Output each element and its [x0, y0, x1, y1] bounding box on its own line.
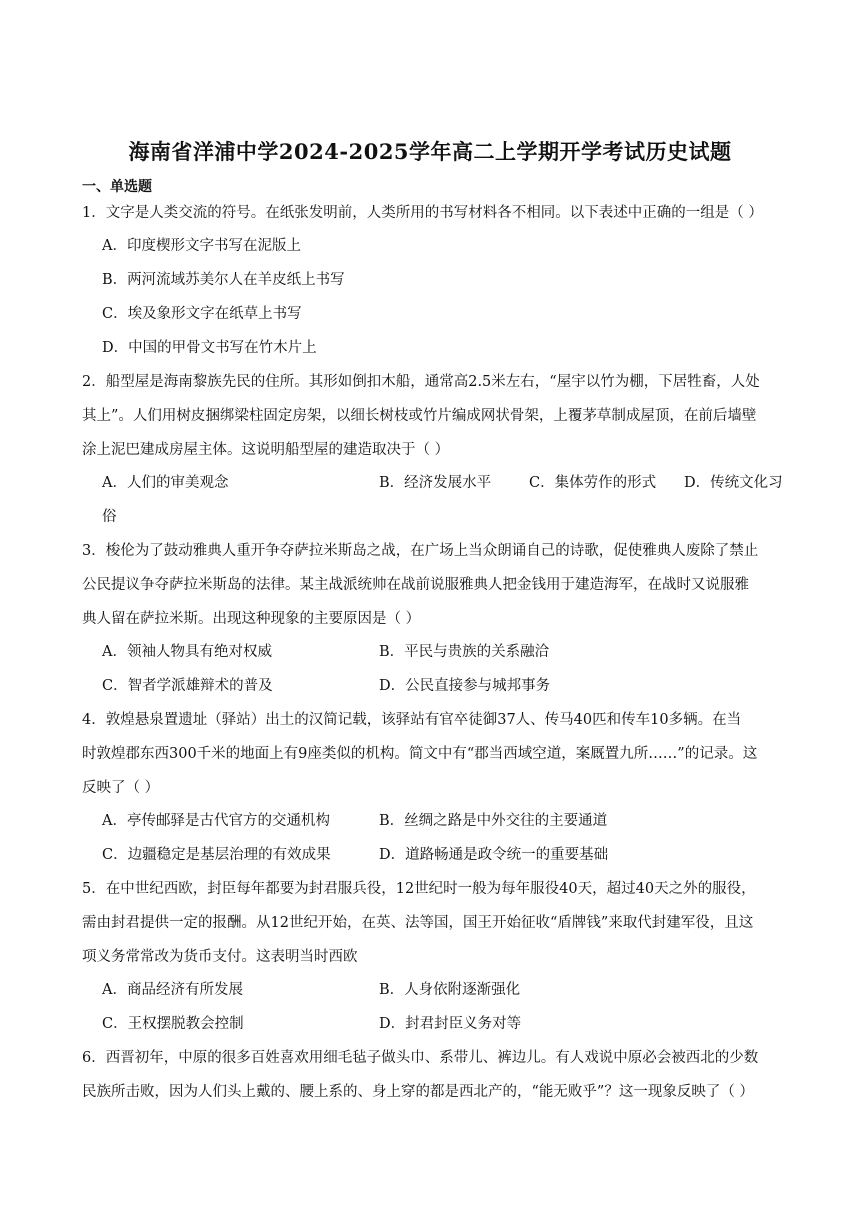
question-2-option-b[interactable]: B．经济发展水平 [379, 475, 492, 491]
question-2-stem-line-3: 涂上泥巴建成房屋主体。这说明船型屋的建造取决于（ ） [82, 442, 450, 458]
section-heading: 一、单选题 [82, 179, 152, 195]
question-4-option-c[interactable]: C．边疆稳定是基层治理的有效成果 [102, 847, 331, 863]
question-5-option-a[interactable]: A．商品经济有所发展 [102, 982, 243, 998]
question-2-option-d-wrap: 俗 [102, 509, 117, 525]
question-2-stem-line-1: 2．船型屋是海南黎族先民的住所。其形如倒扣木船，通常高2.5米左右，“屋宇以竹为棚，下居牲畜，人处 [82, 374, 760, 390]
question-5-option-c[interactable]: C．王权摆脱教会控制 [102, 1016, 244, 1032]
question-3-stem-line-3: 典人留在萨拉米斯。出现这种现象的主要原因是（ ） [82, 611, 421, 627]
question-2-option-d[interactable]: D．传统文化习 [684, 475, 783, 491]
question-3-stem-line-2: 公民提议争夺萨拉米斯岛的法律。某主战派统帅在战前说服雅典人把金钱用于建造海军，在战时又说服雅 [82, 577, 749, 593]
question-2-option-c[interactable]: C．集体劳作的形式 [529, 475, 657, 491]
question-5-option-d[interactable]: D．封君封臣义务对等 [379, 1016, 522, 1032]
question-5-stem-line-3: 项义务常常改为货币支付。这表明当时西欧 [82, 949, 358, 965]
question-3-option-d[interactable]: D．公民直接参与城邦事务 [379, 678, 551, 694]
question-4-option-b[interactable]: B．丝绸之路是中外交往的主要通道 [379, 813, 608, 829]
question-1-option-b[interactable]: B．两河流域苏美尔人在羊皮纸上书写 [102, 272, 345, 288]
question-5-option-b[interactable]: B．人身依附逐渐强化 [379, 982, 521, 998]
question-1-option-d[interactable]: D．中国的甲骨文书写在竹木片上 [102, 340, 317, 356]
question-3-option-a[interactable]: A．领袖人物具有绝对权威 [102, 644, 272, 660]
question-4-stem-line-1: 4．敦煌悬泉置遗址（驿站）出土的汉简记载，该驿站有官卒徒御37人、传马40匹和传车10多辆。在当 [82, 712, 742, 728]
question-5-stem-line-1: 5．在中世纪西欧，封臣每年都要为封君服兵役，12世纪时一般为每年服役40天，超过40天之外的服役， [82, 881, 756, 897]
question-3-stem-line-1: 3．梭伦为了鼓动雅典人重开争夺萨拉米斯岛之战，在广场上当众朗诵自己的诗歌，促使雅典人废除了禁止 [82, 543, 759, 559]
question-6-stem-line-2: 民族所击败，因为人们头上戴的、腰上系的、身上穿的都是西北产的，“能无败乎”？这一现象反映了（ ） [82, 1084, 754, 1100]
question-3-option-b[interactable]: B．平民与贵族的关系融洽 [379, 644, 550, 660]
question-4-stem-line-3: 反映了（ ） [82, 780, 160, 796]
question-6-stem-line-1: 6．西晋初年，中原的很多百姓喜欢用细毛毡子做头巾、系带儿、裤边儿。有人戏说中原必会被西北的少数 [82, 1050, 759, 1066]
question-3-option-c[interactable]: C．智者学派雄辩术的普及 [102, 678, 273, 694]
question-5-stem-line-2: 需由封君提供一定的报酬。从12世纪开始，在英、法等国，国王开始征收“盾牌钱”来取代封建军役，且这 [82, 915, 754, 931]
question-1-option-c[interactable]: C．埃及象形文字在纸草上书写 [102, 306, 302, 322]
question-2-option-a[interactable]: A．人们的审美观念 [102, 475, 229, 491]
question-4-stem-line-2: 时敦煌郡东西300千米的地面上有9座类似的机构。简文中有“郡当西域空道，案厩置九所……”的记录。这 [82, 746, 758, 762]
question-2-stem-line-2: 其上”。人们用树皮捆绑梁柱固定房架，以细长树枝或竹片编成网状骨架，上覆茅草制成屋顶，在前后墙壁 [82, 408, 757, 424]
question-4-option-d[interactable]: D．道路畅通是政令统一的重要基础 [379, 847, 609, 863]
question-1-stem: 1．文字是人类交流的符号。在纸张发明前，人类所用的书写材料各不相同。以下表述中正确的一组是（ ） [82, 205, 763, 221]
question-4-option-a[interactable]: A．亭传邮驿是古代官方的交通机构 [102, 813, 330, 829]
question-1-option-a[interactable]: A．印度楔形文字书写在泥版上 [102, 238, 301, 254]
exam-title: 海南省洋浦中学2024-2025学年高二上学期开学考试历史试题 [128, 139, 732, 164]
